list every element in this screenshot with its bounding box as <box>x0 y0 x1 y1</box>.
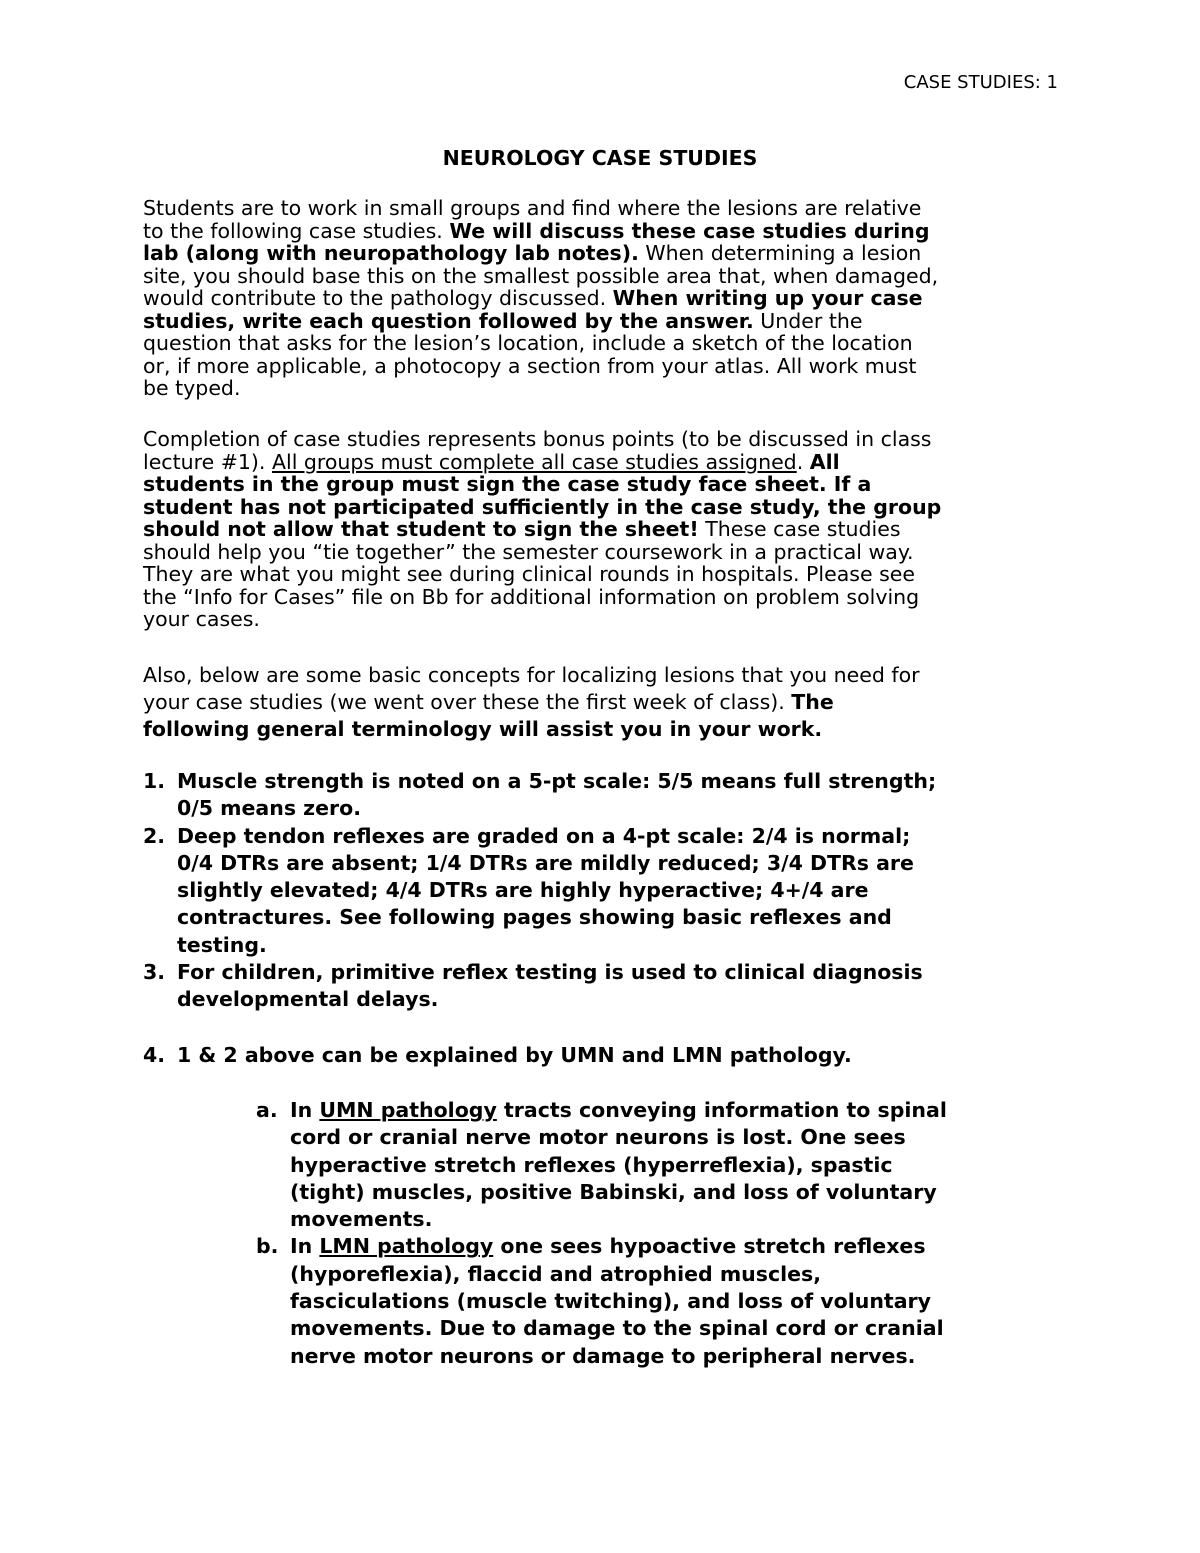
terminology-intro-paragraph: Also, below are some basic concepts for localizing lesions that you need for your case studies (we went over these the first week of class). The following general terminology will assist you in your work. <box>143 663 920 741</box>
umn-pathology-term: UMN pathology <box>319 1098 497 1122</box>
sublist-item-lmn: b. In LMN pathology one sees hypoactive stretch reflexes (hyporeflexia), flaccid and atrophied muscles, fasciculations (muscle twitching), and loss of voluntary movements. Due to damage to the spinal cord or cranial nerve motor neurons or damage to peripheral nerves. <box>256 1234 944 1368</box>
page-header: CASE STUDIES: 1 <box>903 72 1058 93</box>
list-item: 3. For children, primitive reflex testing is used to clinical diagnosis developmental delays. <box>143 960 923 1012</box>
underlined-requirement: All groups must complete all case studies assigned <box>271 449 797 474</box>
list-item: 2. Deep tendon reflexes are graded on a 4-pt scale: 2/4 is normal; 0/4 DTRs are absent; 1/4 DTRs are mildly reduced; 3/4 DTRs are slightly elevated; 4/4 DTRs are highly hyperactive; 4+/4 are contractures. See following pages showing basic reflexes and testing. <box>143 823 914 957</box>
document-title: NEUROLOGY CASE STUDIES <box>442 146 758 170</box>
lmn-pathology-term: LMN pathology <box>319 1234 494 1259</box>
sublist-item-umn: a. In UMN pathology tracts conveying information to spinal cord or cranial nerve motor neurons is lost. One sees hyperactive stretch reflexes (hyperreflexia), spastic (tight) muscles, positive Babinski, and loss of voluntary movements. <box>256 1098 947 1232</box>
pathology-sublist <box>256 1097 1076 1370</box>
terminology-list <box>143 768 1073 1014</box>
list-item: 4. 1 & 2 above can be explained by UMN and LMN pathology. <box>143 1043 852 1067</box>
bonus-points-paragraph: Completion of case studies represents bonus points (to be discussed in class lecture #1). All groups must complete all case studies assigned. All students in the group must sign the case study face sheet. If a student has not participated sufficiently in the case study, the group should not allow that student to sign the sheet! These case studies should help you “tie together” the semester coursework in a practical way. They are what you might see during clinical rounds in hospitals. Please see the “Info for Cases” file on Bb for additional information on problem solving your cases. <box>143 427 942 631</box>
intro-paragraph: Students are to work in small groups and find where the lesions are relative to the following case studies. We will discuss these case studies during lab (along with neuropathology lab notes). When determining a lesion site, you should base this on the smallest possible area that, when damaged, would contribute to the pathology discussed. When writing up your case studies, write each question followed by the answer. Under the question that asks for the lesion’s location, include a sketch of the location or, if more applicable, a photocopy a section from your atlas. All work must be typed. <box>143 196 939 400</box>
terminology-list-continued <box>143 1042 1073 1069</box>
list-item: 1. Muscle strength is noted on a 5-pt scale: 5/5 means full strength; 0/5 means zero. <box>143 769 937 821</box>
